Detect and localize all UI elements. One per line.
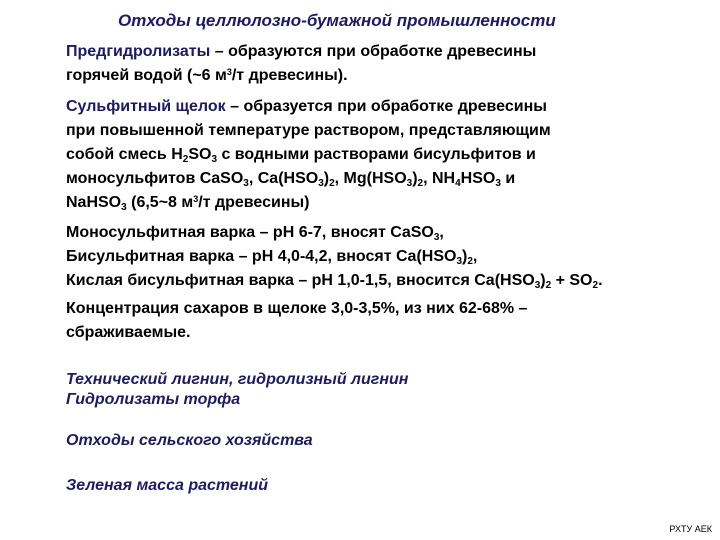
acid-sub: 3 <box>534 280 541 291</box>
sulfite-text-4f: , NH <box>423 170 456 187</box>
bi-sub: 2 <box>467 256 473 267</box>
sugars-text-2: сбраживаемые. <box>66 324 191 341</box>
sulfite-text-4e: ) <box>412 170 418 187</box>
sulfite-sub: 2 <box>329 178 335 189</box>
green-mass-line: Зеленая масса растений <box>66 477 269 494</box>
sulfite-text-4g: HSO <box>460 170 496 187</box>
sulfite-text-5a: NaHSO <box>66 194 122 211</box>
bi-sub: 3 <box>456 256 462 267</box>
prehydrolysates-paragraph <box>66 40 706 88</box>
bi-text-a: Бисульфитная варка – рН 4,0-4,2, вносят Ca(HSO <box>66 248 457 265</box>
sulfite-text-2: при повышенной температуре раствором, представляющим <box>66 122 551 139</box>
sulfite-text-5b: (6,5~8 м <box>126 194 194 211</box>
acid-text-b: ) <box>540 272 546 289</box>
acid-sub: 2 <box>592 280 599 291</box>
mono-sub: 3 <box>433 232 440 243</box>
prehydrolysates-text-1: – образуются при обработке древесины <box>210 43 537 60</box>
sulfite-text-4d: , Mg(HSO <box>334 170 407 187</box>
prehydrolysates-sup: 3 <box>226 67 232 77</box>
prehydrolysates-text-2a: горячей водой (~6 м <box>66 67 227 84</box>
footer-label: РХТУ АЕК <box>669 524 712 534</box>
sulfite-sub: 3 <box>406 178 413 189</box>
lignin-line: Технический лигнин, гидролизный лигнин <box>66 371 409 388</box>
acid-text-a: Кислая бисульфитная варка – рН 1,0-1,5, вносится Ca(HSO <box>66 272 535 289</box>
sulfite-text-1: – образуется при обработке древесины <box>225 98 547 115</box>
sulfite-sub: 2 <box>182 154 189 165</box>
acid-sub: 2 <box>545 280 552 291</box>
sulfite-text-3a: собой смесь H <box>66 146 183 163</box>
agriculture-line: Отходы сельского хозяйства <box>66 432 313 449</box>
sulfite-text-4b: , Ca(HSO <box>248 170 319 187</box>
sulfite-sup: 3 <box>193 194 199 204</box>
page-title: Отходы целлюлозно-бумажной промышленности <box>118 11 556 30</box>
prehydrolysates-term: Предгидролизаты <box>66 43 211 60</box>
sulfite-text-3b: SO <box>188 146 212 163</box>
sulfite-paragraph <box>66 95 706 215</box>
sugars-paragraph <box>66 297 706 345</box>
sulfite-sub: 3 <box>121 202 127 213</box>
sulfite-text-5c: /т древесины) <box>198 194 310 211</box>
acid-text-d: . <box>598 272 603 289</box>
bi-text-b: ) <box>462 248 468 265</box>
mono-text-b: , <box>439 224 444 241</box>
prehydrolysates-text-2b: /т древесины). <box>231 67 348 84</box>
sulfite-term: Сульфитный щелок <box>66 98 226 115</box>
sulfite-sub: 3 <box>318 178 324 189</box>
sulfite-sub: 2 <box>417 178 424 189</box>
mono-text-a: Моносульфитная варка – рН 6-7, вносят CaSO <box>66 224 434 241</box>
acid-text-c: + SO <box>551 272 593 289</box>
sulfite-text-4c: ) <box>323 170 330 187</box>
sulfite-sub: 3 <box>211 154 218 165</box>
bi-text-c: , <box>472 248 478 265</box>
sulfite-sub: 4 <box>455 178 461 189</box>
peat-line: Гидролизаты торфа <box>66 391 241 408</box>
sulfite-text-3c: с водными растворами бисульфитов и <box>217 146 536 163</box>
cooking-paragraph <box>66 221 706 293</box>
sulfite-sub: 3 <box>243 178 249 189</box>
sulfite-sub: 3 <box>495 178 501 189</box>
sulfite-text-4h: и <box>500 170 516 187</box>
sulfite-text-4a: моносульфитов CaSO <box>66 170 244 187</box>
sugars-text-1: Концентрация сахаров в щелоке 3,0-3,5%, из них 62-68% – <box>66 300 528 317</box>
